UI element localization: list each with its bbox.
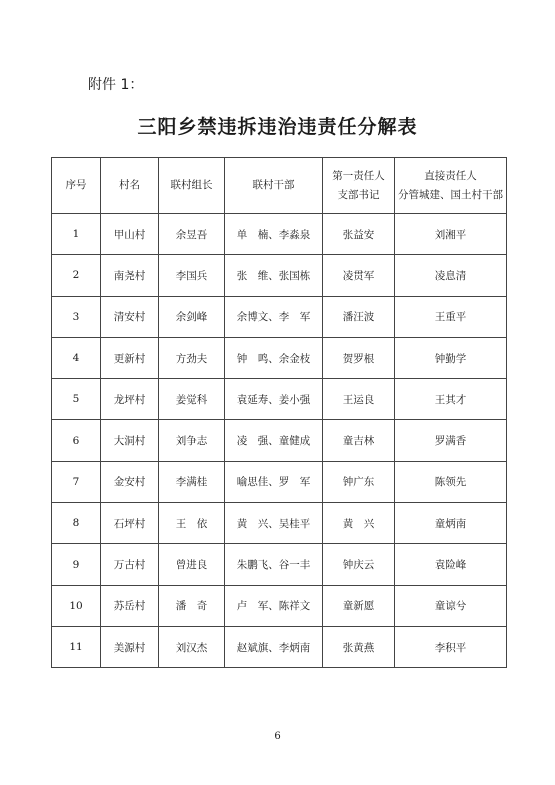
header-village: 村名 xyxy=(101,158,159,214)
cell-village: 美源村 xyxy=(101,626,159,667)
header-leader: 联村组长 xyxy=(159,158,225,214)
cell-direct-responsible: 凌息清 xyxy=(395,255,507,296)
cell-leader: 刘汉杰 xyxy=(159,626,225,667)
cell-no: 5 xyxy=(52,379,101,420)
header-direct-responsible-line1: 直接责任人 xyxy=(424,169,477,182)
cell-first-responsible: 潘汪波 xyxy=(323,296,395,337)
cell-first-responsible: 凌贯军 xyxy=(323,255,395,296)
cell-direct-responsible: 陈领先 xyxy=(395,461,507,502)
header-first-responsible-line1: 第一责任人 xyxy=(332,169,385,182)
cell-cadres: 钟 鸣、余金枝 xyxy=(225,337,323,378)
cell-village: 更新村 xyxy=(101,337,159,378)
cell-first-responsible: 张黄燕 xyxy=(323,626,395,667)
table-row xyxy=(52,544,507,585)
table-row xyxy=(52,626,507,667)
header-first-responsible xyxy=(323,158,395,214)
cell-cadres: 袁延寿、姜小强 xyxy=(225,379,323,420)
cell-leader: 王 依 xyxy=(159,503,225,544)
cell-cadres: 余博文、李 军 xyxy=(225,296,323,337)
cell-no: 10 xyxy=(52,585,101,626)
table-row xyxy=(52,461,507,502)
table-header-row xyxy=(52,158,507,214)
cell-first-responsible: 黄 兴 xyxy=(323,503,395,544)
cell-village: 大洞村 xyxy=(101,420,159,461)
cell-no: 1 xyxy=(52,214,101,255)
cell-first-responsible: 贺罗根 xyxy=(323,337,395,378)
cell-cadres: 单 楠、李淼泉 xyxy=(225,214,323,255)
cell-first-responsible: 钟广东 xyxy=(323,461,395,502)
cell-first-responsible: 王运良 xyxy=(323,379,395,420)
cell-direct-responsible: 童炳南 xyxy=(395,503,507,544)
cell-leader: 李满桂 xyxy=(159,461,225,502)
header-cadres: 联村干部 xyxy=(225,158,323,214)
cell-no: 9 xyxy=(52,544,101,585)
page-number: 6 xyxy=(274,731,281,742)
header-direct-responsible-line2: 分管城建、国土村干部 xyxy=(398,188,503,201)
cell-cadres: 张 维、张国栋 xyxy=(225,255,323,296)
cell-cadres: 赵斌旗、李炳南 xyxy=(225,626,323,667)
cell-first-responsible: 张益安 xyxy=(323,214,395,255)
cell-cadres: 卢 军、陈祥文 xyxy=(225,585,323,626)
cell-direct-responsible: 童谅兮 xyxy=(395,585,507,626)
cell-village: 金安村 xyxy=(101,461,159,502)
page-title: 三阳乡禁违拆违治违责任分解表 xyxy=(137,116,418,138)
cell-cadres: 黄 兴、吴桂平 xyxy=(225,503,323,544)
cell-leader: 李国兵 xyxy=(159,255,225,296)
cell-direct-responsible: 王其才 xyxy=(395,379,507,420)
header-no: 序号 xyxy=(52,158,101,214)
cell-direct-responsible: 李积平 xyxy=(395,626,507,667)
table-row xyxy=(52,379,507,420)
cell-first-responsible: 钟庆云 xyxy=(323,544,395,585)
table-row xyxy=(52,337,507,378)
responsibility-table xyxy=(51,157,507,668)
cell-no: 4 xyxy=(52,337,101,378)
cell-village: 清安村 xyxy=(101,296,159,337)
table-row xyxy=(52,585,507,626)
attachment-label: 附件 1： xyxy=(88,77,144,93)
cell-village: 苏岳村 xyxy=(101,585,159,626)
cell-leader: 曾进良 xyxy=(159,544,225,585)
cell-cadres: 凌 强、童健成 xyxy=(225,420,323,461)
cell-no: 3 xyxy=(52,296,101,337)
cell-village: 万古村 xyxy=(101,544,159,585)
cell-leader: 方劲夫 xyxy=(159,337,225,378)
cell-cadres: 喻思佳、罗 军 xyxy=(225,461,323,502)
table-row xyxy=(52,214,507,255)
cell-direct-responsible: 罗满香 xyxy=(395,420,507,461)
cell-no: 6 xyxy=(52,420,101,461)
cell-direct-responsible: 钟勤学 xyxy=(395,337,507,378)
table-row xyxy=(52,420,507,461)
table-row xyxy=(52,296,507,337)
cell-village: 石坪村 xyxy=(101,503,159,544)
cell-direct-responsible: 刘湘平 xyxy=(395,214,507,255)
cell-village: 南尧村 xyxy=(101,255,159,296)
cell-leader: 姜觉科 xyxy=(159,379,225,420)
cell-leader: 余剑峰 xyxy=(159,296,225,337)
cell-leader: 余昱吾 xyxy=(159,214,225,255)
table-row xyxy=(52,255,507,296)
cell-direct-responsible: 袁险峰 xyxy=(395,544,507,585)
cell-first-responsible: 童新愿 xyxy=(323,585,395,626)
cell-direct-responsible: 王重平 xyxy=(395,296,507,337)
cell-cadres: 朱鹏飞、谷一丰 xyxy=(225,544,323,585)
cell-leader: 刘争志 xyxy=(159,420,225,461)
cell-first-responsible: 童吉林 xyxy=(323,420,395,461)
cell-village: 甲山村 xyxy=(101,214,159,255)
cell-no: 7 xyxy=(52,461,101,502)
header-direct-responsible xyxy=(395,158,507,214)
cell-no: 2 xyxy=(52,255,101,296)
table-row xyxy=(52,503,507,544)
cell-village: 龙坪村 xyxy=(101,379,159,420)
cell-no: 8 xyxy=(52,503,101,544)
cell-leader: 潘 奇 xyxy=(159,585,225,626)
header-first-responsible-line2: 支部书记 xyxy=(337,188,380,201)
cell-no: 11 xyxy=(52,626,101,667)
